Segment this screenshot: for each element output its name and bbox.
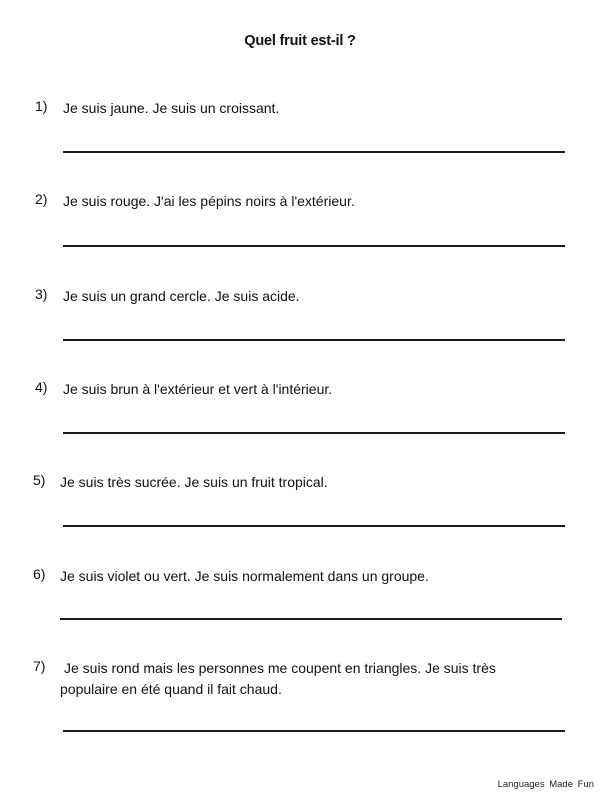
question-text: Je suis rouge. J'ai les pépins noirs à l'extérieur. (63, 193, 355, 209)
question-text: Je suis rond mais les personnes me coupent en triangles. Je suis très populaire en été quand il fait chaud. (60, 660, 496, 697)
question-number: 3) (35, 286, 48, 302)
question-number: 5) (33, 472, 46, 488)
worksheet-title: Quel fruit est-il ? (244, 33, 356, 49)
footer-credit: Languages Made Fun (497, 779, 594, 790)
answer-line-5[interactable] (63, 525, 565, 527)
answer-line-1[interactable] (63, 151, 565, 153)
question-text: Je suis violet ou vert. Je suis normalement dans un groupe. (60, 568, 429, 584)
question-number: 7) (33, 658, 46, 674)
question-text: Je suis jaune. Je suis un croissant. (63, 100, 280, 116)
answer-line-4[interactable] (63, 432, 565, 434)
question-number: 4) (35, 379, 48, 395)
answer-line-3[interactable] (63, 339, 565, 341)
question-text: Je suis un grand cercle. Je suis acide. (63, 288, 300, 304)
answer-line-6[interactable] (60, 618, 562, 620)
question-number: 6) (33, 566, 46, 582)
question-text: Je suis brun à l'extérieur et vert à l'intérieur. (63, 381, 333, 397)
question-number: 2) (35, 191, 48, 207)
answer-line-2[interactable] (63, 245, 565, 247)
answer-line-7[interactable] (63, 730, 565, 732)
question-text: Je suis très sucrée. Je suis un fruit tropical. (60, 474, 328, 490)
question-number: 1) (35, 98, 48, 114)
